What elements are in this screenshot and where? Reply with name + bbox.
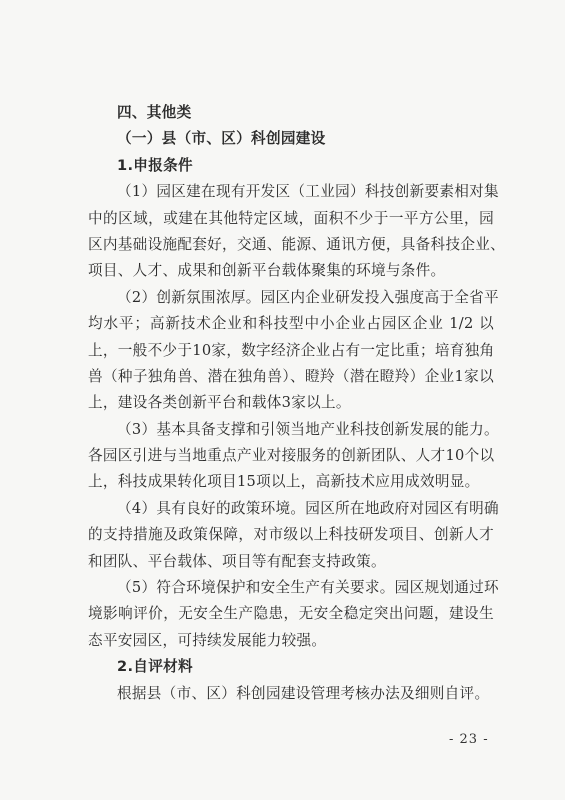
paragraph-4 [88, 496, 499, 575]
paragraph-1 [88, 179, 506, 285]
paragraph-5 [88, 575, 499, 654]
paragraph-line: 上，一般不少于10家，数字经济企业占有一定比重；培育独角 [88, 341, 495, 359]
paragraph-line: 上，建设各类创新平台和载体3家以上。 [88, 394, 351, 412]
paragraph-line: 兽（种子独角兽、潜在独角兽）、瞪羚（潜在瞪羚）企业1家以 [88, 367, 494, 385]
paragraph-line: 均水平；高新技术企业和科技型中小企业占园区企业 1/2 以 [88, 315, 494, 333]
paragraph-line: 项目、人才、成果和创新平台载体聚集的环境与条件。 [88, 262, 446, 280]
paragraph-line: 和团队、平台载体、项目等有配套支持政策。 [88, 552, 386, 570]
paragraph-line: 上，科技成果转化项目15项以上，高新技术应用成效明显。 [88, 473, 480, 491]
page-number: - 23 - [449, 732, 489, 747]
paragraph-line: （1）园区建在现有开发区（工业园）科技创新要素相对集 [117, 183, 499, 201]
document-body [88, 100, 506, 707]
paragraph-2 [88, 285, 499, 417]
paragraph-line: （2）创新氛围浓厚。园区内企业研发投入强度高于全省平 [117, 288, 499, 306]
paragraph-line: （4）具有良好的政策环境。园区所在地政府对园区有明确 [117, 499, 499, 517]
paragraph-line: 境影响评价，无安全生产隐患，无安全稳定突出问题，建设生 [88, 605, 494, 623]
paragraph-line: （3）基本具备支撑和引领当地产业科技创新发展的能力。 [117, 420, 499, 438]
paragraph-line: （5）符合环境保护和安全生产有关要求。园区规划通过环 [117, 579, 499, 597]
paragraph-line: 各园区引进与当地重点产业对接服务的创新团队、人才10个以 [88, 447, 495, 465]
paragraph-line: 区内基础设施配套好，交通、能源、通讯方便，具备科技企业、 [88, 235, 506, 253]
item2-heading: 2.自评材料 [117, 658, 193, 676]
paragraph-line: 的支持措施及政策保障，对市级以上科技研发项目、创新人才 [88, 526, 494, 544]
section-heading: 四、其他类 [117, 104, 192, 121]
paragraph-line: 态平安园区，可持续发展能力较强。 [88, 631, 327, 649]
subsection-heading: （一）县（市、区）科创园建设 [117, 130, 326, 148]
item1-heading: 1.申报条件 [117, 156, 193, 174]
paragraph-3 [88, 417, 499, 496]
item2-text: 根据县（市、区）科创园建设管理考核办法及细则自评。 [117, 684, 490, 702]
paragraph-line: 中的区域，或建在其他特定区域，面积不少于一平方公里，园 [88, 209, 494, 227]
